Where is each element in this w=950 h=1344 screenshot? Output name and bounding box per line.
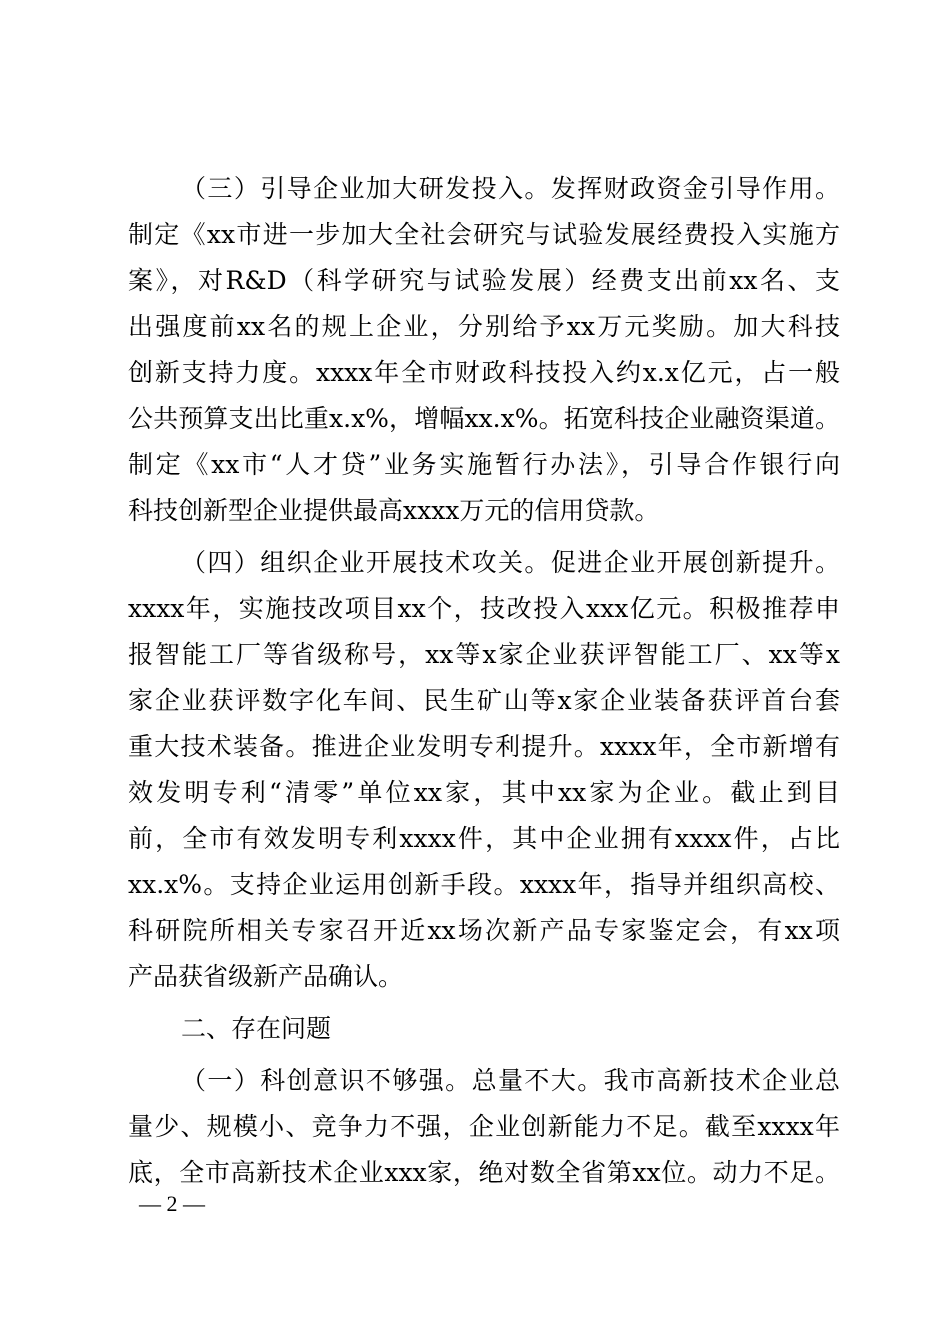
- paragraph-3-line-2: 制定《xx市进一步加大全社会研究与试验发展经费投入实施方: [128, 220, 840, 249]
- problem-paragraph-line-2: 量少、规模小、竞争力不强，企业创新能力不足。截至xxxx年: [128, 1112, 840, 1141]
- paragraph-3-line-7: 制定《xx市“人才贷”业务实施暂行办法》，引导合作银行向: [128, 450, 840, 479]
- paragraph-3-line-6: 公共预算支出比重x.x%，增幅xx.x%。拓宽科技企业融资渠道。: [128, 404, 840, 433]
- paragraph-4-line-7: 前，全市有效发明专利xxxx件，其中企业拥有xxxx件，占比: [128, 824, 840, 853]
- paragraph-4-line-8: xx.x%。支持企业运用创新手段。xxxx年，指导并组织高校、: [128, 870, 840, 899]
- paragraph-3-line-5: 创新支持力度。xxxx年全市财政科技投入约x.x亿元，占一般: [128, 358, 840, 387]
- paragraph-4-line-3: 报智能工厂等省级称号，xx等x家企业获评智能工厂、xx等x: [128, 640, 840, 669]
- paragraph-4-line-4: 家企业获评数字化车间、民生矿山等x家企业装备获评首台套: [128, 686, 840, 715]
- paragraph-3-line-1: （三）引导企业加大研发投入。发挥财政资金引导作用。: [181, 174, 840, 203]
- paragraph-3-line-3: 案》，对R&D（科学研究与试验发展）经费支出前xx名、支: [128, 266, 840, 295]
- paragraph-4-line-5: 重大技术装备。推进企业发明专利提升。xxxx年，全市新增有: [128, 732, 840, 761]
- paragraph-4-line-9: 科研院所相关专家召开近xx场次新产品专家鉴定会，有xx项: [128, 916, 840, 945]
- problem-paragraph-line-3: 底，全市高新技术企业xxx家，绝对数全省第xx位。动力不足。: [128, 1158, 840, 1187]
- section-heading: 二、存在问题: [181, 1014, 332, 1043]
- paragraph-4-line-2: xxxx年，实施技改项目xx个，技改投入xxx亿元。积极推荐申: [128, 594, 840, 623]
- paragraph-4-line-6: 效发明专利“清零”单位xx家，其中xx家为企业。截止到目: [128, 778, 840, 807]
- paragraph-4-line-1: （四）组织企业开展技术攻关。促进企业开展创新提升。: [181, 548, 840, 577]
- paragraph-4-line-10: 产品获省级新产品确认。: [128, 962, 404, 991]
- page-number: — 2 —: [139, 1191, 205, 1216]
- paragraph-3-line-8: 科技创新型企业提供最高xxxx万元的信用贷款。: [128, 496, 660, 525]
- problem-paragraph-line-1: （一）科创意识不够强。总量不大。我市高新技术企业总: [181, 1066, 840, 1095]
- paragraph-3-line-4: 出强度前xx名的规上企业，分别给予xx万元奖励。加大科技: [128, 312, 840, 341]
